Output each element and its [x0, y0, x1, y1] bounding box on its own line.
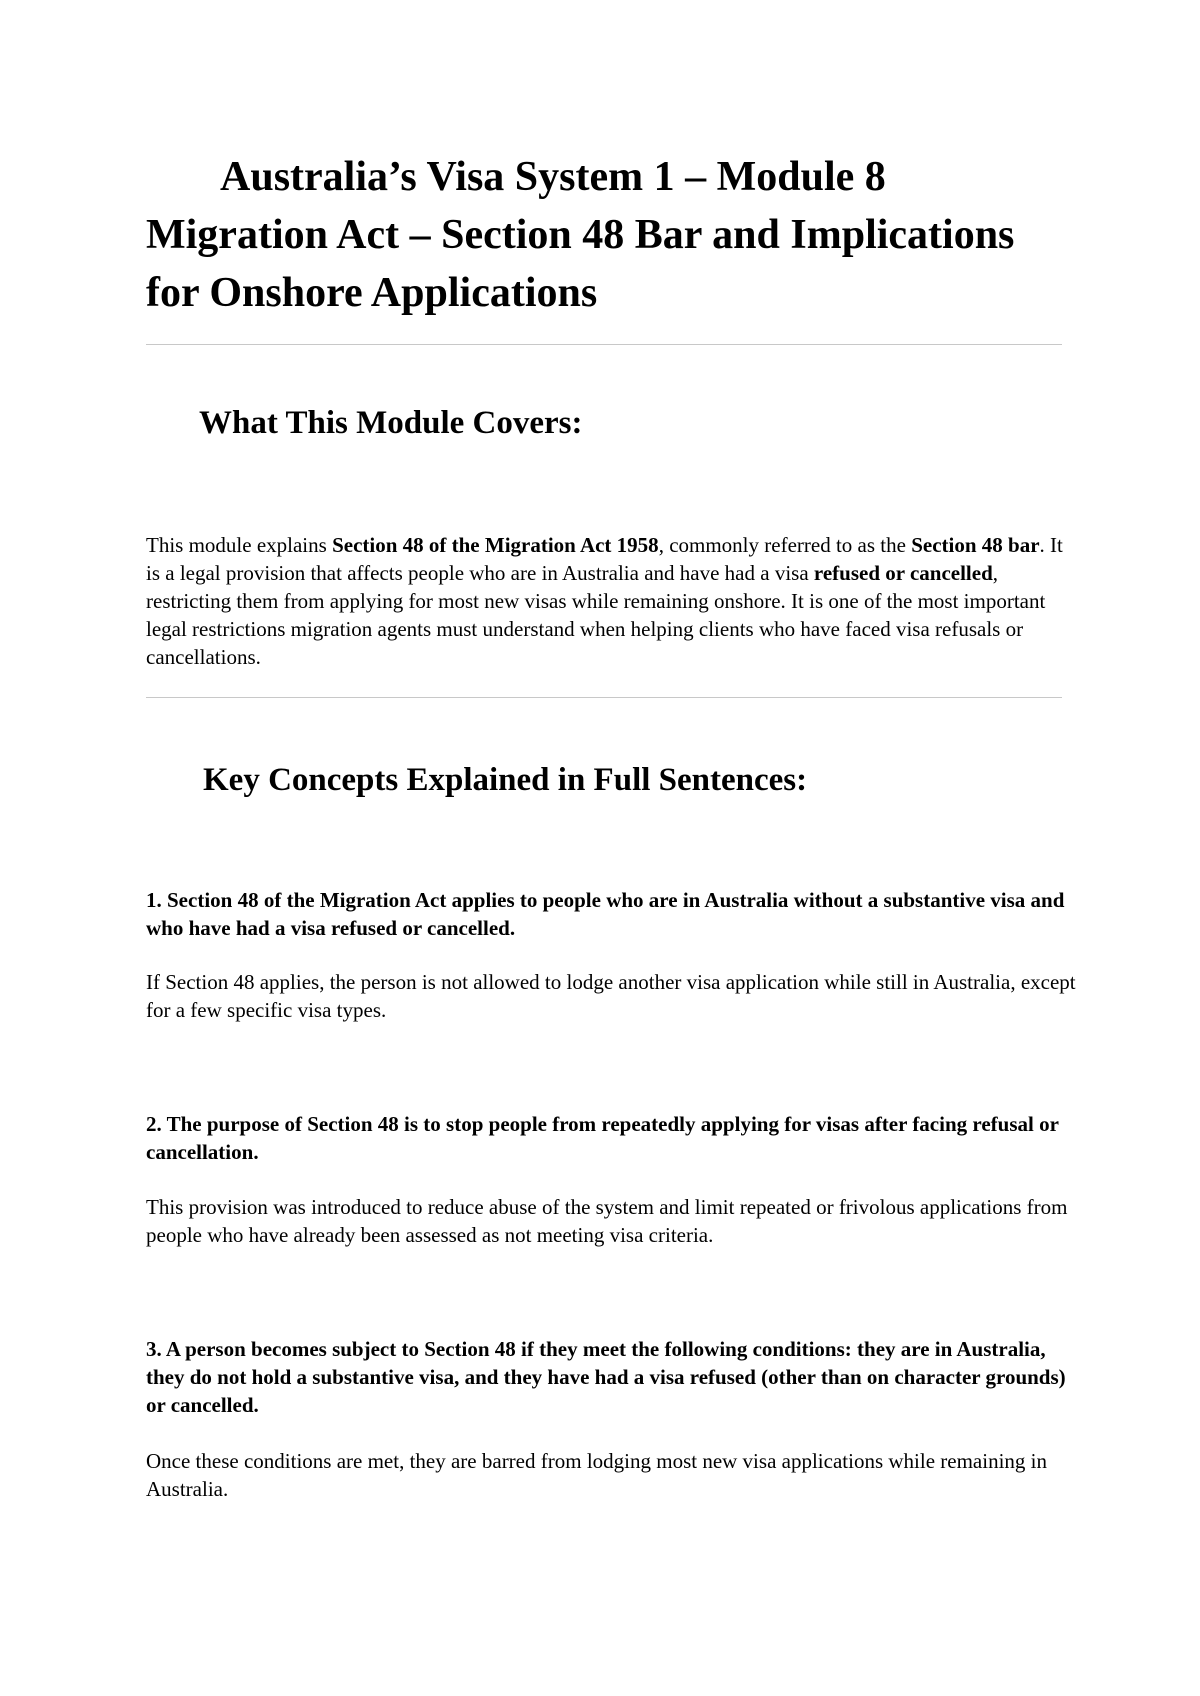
intro-text: , commonly referred to as the: [658, 533, 912, 557]
intro-bold-bar: Section 48 bar: [911, 533, 1040, 557]
intro-bold-refused: refused or cancelled: [813, 561, 993, 585]
section-heading-concepts: Key Concepts Explained in Full Sentences:: [203, 762, 808, 798]
intro-text: , restricting them from applying for most new visas while remaining onshore. It is one of the most important legal restrictions migration agents must understand when helping clients who have faced visa refusals or cancellations.: [146, 561, 1046, 669]
concept-heading-2: 2. The purpose of Section 48 is to stop people from repeatedly applying for visas after facing refusal or cancellation.: [146, 1112, 1059, 1164]
horizontal-divider: [146, 344, 1062, 345]
concept-heading-1: 1. Section 48 of the Migration Act applies to people who are in Australia without a substantive visa and who have had a visa refused or cancelled.: [146, 888, 1065, 940]
horizontal-divider: [146, 697, 1062, 698]
section-heading-covers: What This Module Covers:: [199, 405, 583, 441]
intro-text: . It is a legal provision that affects people who are in Australia and have had a visa: [146, 533, 1063, 585]
concept-body-2: This provision was introduced to reduce abuse of the system and limit repeated or frivolous applications from people who have already been assessed as not meeting visa criteria.: [146, 1195, 1068, 1247]
document-title: Australia’s Visa System 1 – Module 8 Migration Act – Section 48 Bar and Implications for Onshore Applications: [146, 154, 1015, 316]
concept-body-1: If Section 48 applies, the person is not allowed to lodge another visa application while still in Australia, except for a few specific visa types.: [146, 970, 1076, 1022]
concept-body-3: Once these conditions are met, they are barred from lodging most new visa applications while remaining in Australia.: [146, 1449, 1047, 1501]
intro-bold-act: Section 48 of the Migration Act 1958: [332, 533, 659, 557]
intro-text: This module explains: [146, 533, 333, 557]
intro-paragraph: [146, 531, 1076, 671]
concept-heading-3: 3. A person becomes subject to Section 48 if they meet the following conditions: they are in Australia, they do not hold a substantive visa, and they have had a visa refused (other than on character grounds) or cancelled.: [146, 1337, 1066, 1417]
